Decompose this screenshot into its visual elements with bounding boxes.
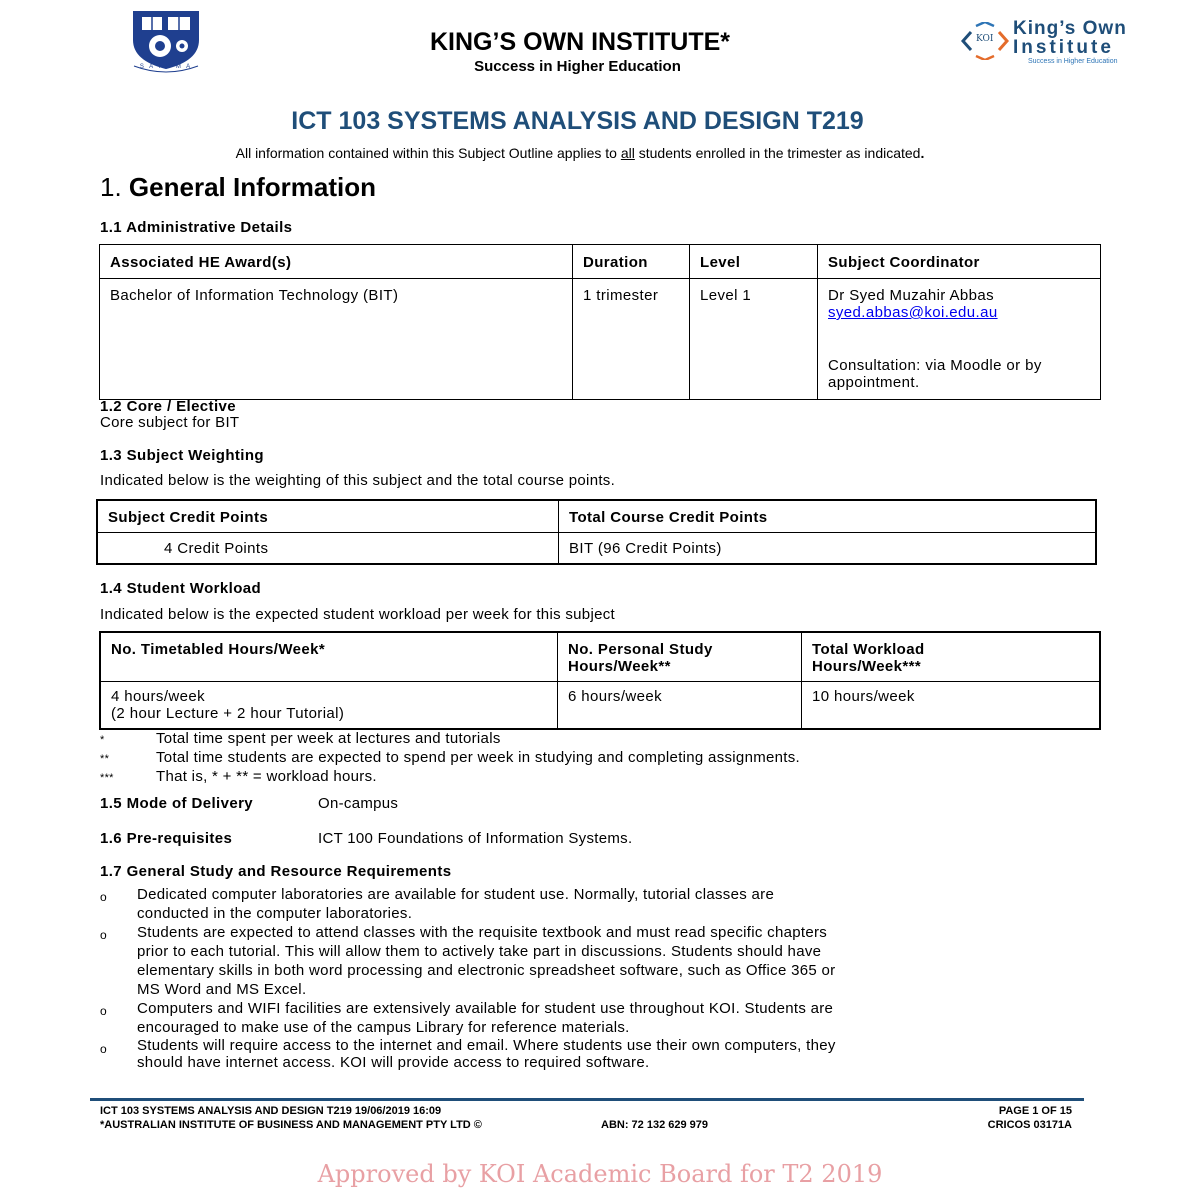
heading-1-7: 1.7 General Study and Resource Requirements: [100, 863, 452, 880]
coordinator-name: Dr Syed Muzahir Abbas: [828, 287, 994, 304]
section-heading-general: 1. General Information: [100, 172, 376, 202]
footnote: * Total time spent per week at lectures and tutorials: [100, 730, 501, 747]
koi-badge-label: KOI: [976, 34, 994, 44]
admin-details-table: [99, 244, 1101, 400]
requirements-list: [100, 885, 1060, 1071]
koi-logo-line1: King’s Own: [1013, 18, 1127, 39]
col-timetabled-hours: No. Timetabled Hours/Week*: [100, 632, 558, 681]
heading-1-4: 1.4 Student Workload: [100, 580, 262, 597]
col-total-workload: Total Workload Hours/Week***: [802, 632, 1101, 681]
personal-study-value: 6 hours/week: [558, 681, 802, 729]
coordinator-cell: [818, 279, 1101, 400]
heading-1-1: 1.1 Administrative Details: [100, 219, 293, 236]
list-item: o Computers and WIFI facilities are extensively available for student use throughout KOI. Students are encouraged to make use of the campus Library for reference materials.: [100, 1000, 834, 1036]
subject-title: ICT 103 SYSTEMS ANALYSIS AND DESIGN T219: [291, 107, 864, 135]
bullet-icon: o: [100, 1004, 107, 1018]
footer-entity: *AUSTRALIAN INSTITUTE OF BUSINESS AND MANAGEMENT PTY LTD ©: [100, 1119, 482, 1131]
institute-name: KING’S OWN INSTITUTE*: [430, 28, 730, 56]
duration-value: 1 trimester: [573, 279, 690, 400]
koi-logo-line2: Institute: [1013, 37, 1114, 58]
heading-1-3: 1.3 Subject Weighting: [100, 447, 264, 464]
list-item: o Students will require access to the internet and email. Where students use their own computers, they should have internet access. KOI will provide access to required software.: [100, 1037, 836, 1071]
col-subject-credit: Subject Credit Points: [97, 500, 559, 532]
footer-cricos: CRICOS 03171A: [987, 1119, 1072, 1131]
col-coordinator: Subject Coordinator: [818, 245, 1101, 279]
weighting-table: [96, 499, 1097, 565]
approval-stamp: Approved by KOI Academic Board for T2 2019: [317, 1160, 883, 1188]
footnote: ** Total time students are expected to spend per week in studying and completing assignments.: [100, 749, 801, 766]
col-duration: Duration: [573, 245, 690, 279]
crest-motto: S A I D M A: [139, 64, 193, 70]
bullet-icon: o: [100, 1042, 107, 1056]
col-award: Associated HE Award(s): [100, 245, 573, 279]
koi-logo-line3: Success in Higher Education: [1028, 58, 1118, 65]
level-value: Level 1: [690, 279, 818, 400]
footer-divider: [90, 1098, 1084, 1101]
col-total-credit: Total Course Credit Points: [559, 500, 1097, 532]
total-workload-value: 10 hours/week: [802, 681, 1101, 729]
heading-1-2: 1.2 Core / Elective: [100, 398, 237, 415]
workload-intro: Indicated below is the expected student workload per week for this subject: [100, 606, 615, 623]
list-item: o Students are expected to attend classes with the requisite textbook and must read specific chapters prior to each tutorial. This will allow them to actively take part in discussions. Students should have elementary skills in both word processing and electronic spreadsheet software, such as Office 365 or MS Word and MS Excel.: [100, 924, 836, 998]
timetabled-hours-value: 4 hours/week (2 hour Lecture + 2 hour Tutorial): [100, 681, 558, 729]
applies-note: All information contained within this Subject Outline applies to all students enrolled in the trimester as indicated.: [235, 145, 925, 161]
col-level: Level: [690, 245, 818, 279]
bullet-icon: o: [100, 890, 107, 904]
weighting-intro: Indicated below is the weighting of this subject and the total course points.: [100, 472, 616, 489]
coordinator-email-link[interactable]: syed.abbas@koi.edu.au: [828, 304, 998, 321]
bullet-icon: o: [100, 928, 107, 942]
footnote: *** That is, * + ** = workload hours.: [100, 768, 377, 785]
prerequisite-value: ICT 100 Foundations of Information Systems.: [318, 830, 633, 847]
footer-doc-ref: ICT 103 SYSTEMS ANALYSIS AND DESIGN T219 19/06/2019 16:09: [100, 1105, 442, 1117]
col-personal-study: No. Personal Study Hours/Week**: [558, 632, 802, 681]
delivery-mode-value: On-campus: [318, 795, 399, 812]
subject-credit-value: 4 Credit Points: [97, 532, 559, 564]
footer-page-number: PAGE 1 OF 15: [998, 1105, 1072, 1117]
workload-footnotes: [100, 730, 1060, 787]
list-item: o Dedicated computer laboratories are available for student use. Normally, tutorial classes are conducted in the computer laboratories.: [100, 886, 775, 922]
total-credit-value: BIT (96 Credit Points): [559, 532, 1097, 564]
institute-tagline: Success in Higher Education: [474, 58, 681, 75]
consultation-note: Consultation: via Moodle or by appointment.: [828, 357, 1042, 391]
heading-1-6: 1.6 Pre-requisites: [100, 830, 233, 847]
core-elective-text: Core subject for BIT: [100, 414, 240, 431]
footer-abn: ABN: 72 132 629 979: [601, 1119, 709, 1131]
heading-1-5: 1.5 Mode of Delivery: [100, 795, 254, 812]
workload-table: [99, 631, 1101, 730]
award-value: Bachelor of Information Technology (BIT): [100, 279, 573, 400]
